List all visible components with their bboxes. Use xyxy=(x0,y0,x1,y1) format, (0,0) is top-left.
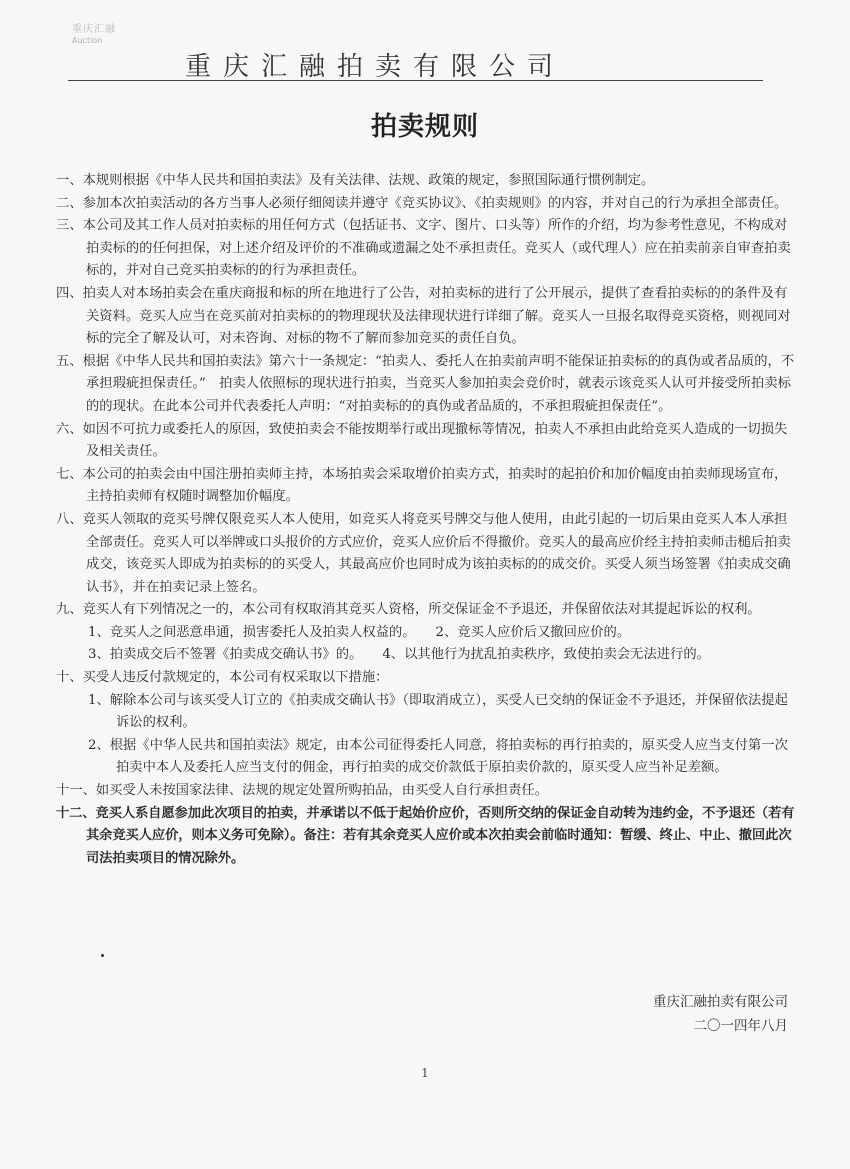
rules-body xyxy=(56,170,800,870)
header-divider xyxy=(68,80,763,81)
rule-9-item-1-2: 1、竞买人之间恶意串通，损害委托人及拍卖人权益的。 2、竞买人应价后又撤回应价的。 xyxy=(88,624,631,640)
rule-12: 十二、竞买人系自愿参加此次项目的拍卖，并承诺以不低于起始价应价，否则所交纳的保证金自动转为违约金，不予退还（若有其余竞买人应价，则本义务可免除）。备注：若有其余竞买人应价或本次拍卖会前临时通知：暂缓、终止、中止、撤回此次司法拍卖项目的情况除外。 xyxy=(56,805,795,866)
company-header: 重庆汇融拍卖有限公司 xyxy=(185,52,566,82)
signature-block xyxy=(653,990,788,1038)
rule-9-item-3-4: 3、拍卖成交后不签署《拍卖成交确认书》的。 4、以其他行为扰乱拍卖秩序，致使拍卖会无法进行的。 xyxy=(88,647,710,663)
rule-4: 四、拍卖人对本场拍卖会在重庆商报和标的所在地进行了公告，对拍卖标的进行了公开展示，提供了查看拍卖标的的条件及有关资料。竞买人应当在竞买前对拍卖标的的物理现状及法律现状进行详细了解。竞买人一旦报名取得竞买资格，则视同对标的完全了解及认可，对未咨询、对标的物不了解而参加竞买的责任自负。 xyxy=(56,285,791,347)
rule-8: 八、竞买人领取的竞买号牌仅限竞买人本人使用，如竞买人将竞买号牌交与他人使用，由此引起的一切后果由竞买人本人承担全部责任。竞买人可以举牌或口头报价的方式应价，竞买人应价后不得撤价。竞买人的最高应价经主持拍卖师击槌后拍卖成交，该竞买人即成为拍卖标的的买受人，其最高应价也同时成为该拍卖标的的成交价。买受人须当场签署《拍卖成交确认书》，并在拍卖记录上签名。 xyxy=(56,511,791,595)
logo-subtext: Auction xyxy=(72,36,103,45)
rule-10-item-2: 2、根据《中华人民共和国拍卖法》规定，由本公司征得委托人同意，将拍卖标的再行拍卖的，原买受人应当支付第一次拍卖中本人及委托人应当支付的佣金，再行拍卖的成交价款低于原拍卖价款的，原买受人应当补足差额。 xyxy=(88,737,788,776)
rule-10: 十、买受人违反付款规定的，本公司有权采取以下措施： xyxy=(56,670,389,686)
page-number: 1 xyxy=(421,1066,429,1080)
rule-7: 七、本公司的拍卖会由中国注册拍卖师主持，本场拍卖会采取增价拍卖方式，拍卖时的起拍价和加价幅度由拍卖师现场宣布，主持拍卖师有权随时调整加价幅度。 xyxy=(56,466,788,505)
rule-5: 五、根据《中华人民共和国拍卖法》第六十一条规定：“拍卖人、委托人在拍卖前声明不能保证拍卖标的的真伪或者品质的，不承担瑕疵担保责任。” 拍卖人依照标的现状进行拍卖，当竞买人参加拍卖会竞价时，就表示该竞买人认可并接受所拍卖标的的现状。在此本公司并代表委托人声明：“对拍卖标的的真伪或者品质的，不承担瑕疵担保责任”。 xyxy=(56,353,795,414)
rule-2: 二、参加本次拍卖活动的各方当事人必须仔细阅读并遵守《竞买协议》、《拍卖规则》的内容，并对自己的行为承担全部责任。 xyxy=(56,195,788,211)
document-title: 拍卖规则 xyxy=(370,112,479,142)
rule-6: 六、如因不可抗力或委托人的原因，致使拍卖会不能按期举行或出现撤标等情况，拍卖人不承担由此给竞买人造成的一切损失及相关责任。 xyxy=(56,421,788,460)
signature-date: 二〇一四年八月 xyxy=(693,1018,788,1034)
rule-3: 三、本公司及其工作人员对拍卖标的用任何方式（包括证书、文字、图片、口头等）所作的介绍，均为参考性意见，不构成对拍卖标的的任何担保，对上述介绍及评价的不准确或遗漏之处不承担责任。竞买人（或代理人）应在拍卖前亲自审查拍卖标的，并对自己竞买拍卖标的的行为承担责任。 xyxy=(56,218,791,279)
rule-11: 十一、如买受人未按国家法律、法规的规定处置所购拍品，由买受人自行承担责任。 xyxy=(56,783,548,799)
logo-mark: 重庆汇融 xyxy=(72,24,116,35)
signature-company: 重庆汇融拍卖有限公司 xyxy=(653,994,788,1010)
company-logo xyxy=(72,24,160,60)
rule-10-item-1: 1、解除本公司与该买受人订立的《拍卖成交确认书》（即取消成立），买受人已交纳的保证金不予退还，并保留依法提起诉讼的权利。 xyxy=(88,692,788,731)
rule-1: 一、本规则根据《中华人民共和国拍卖法》及有关法律、法规、政策的规定，参照国际通行惯例制定。 xyxy=(56,173,655,188)
ink-dot xyxy=(101,954,104,957)
rule-9: 九、竞买人有下列情况之一的，本公司有权取消其竞买人资格，所交保证金不予退还，并保留依法对其提起诉讼的权利。 xyxy=(56,602,761,618)
